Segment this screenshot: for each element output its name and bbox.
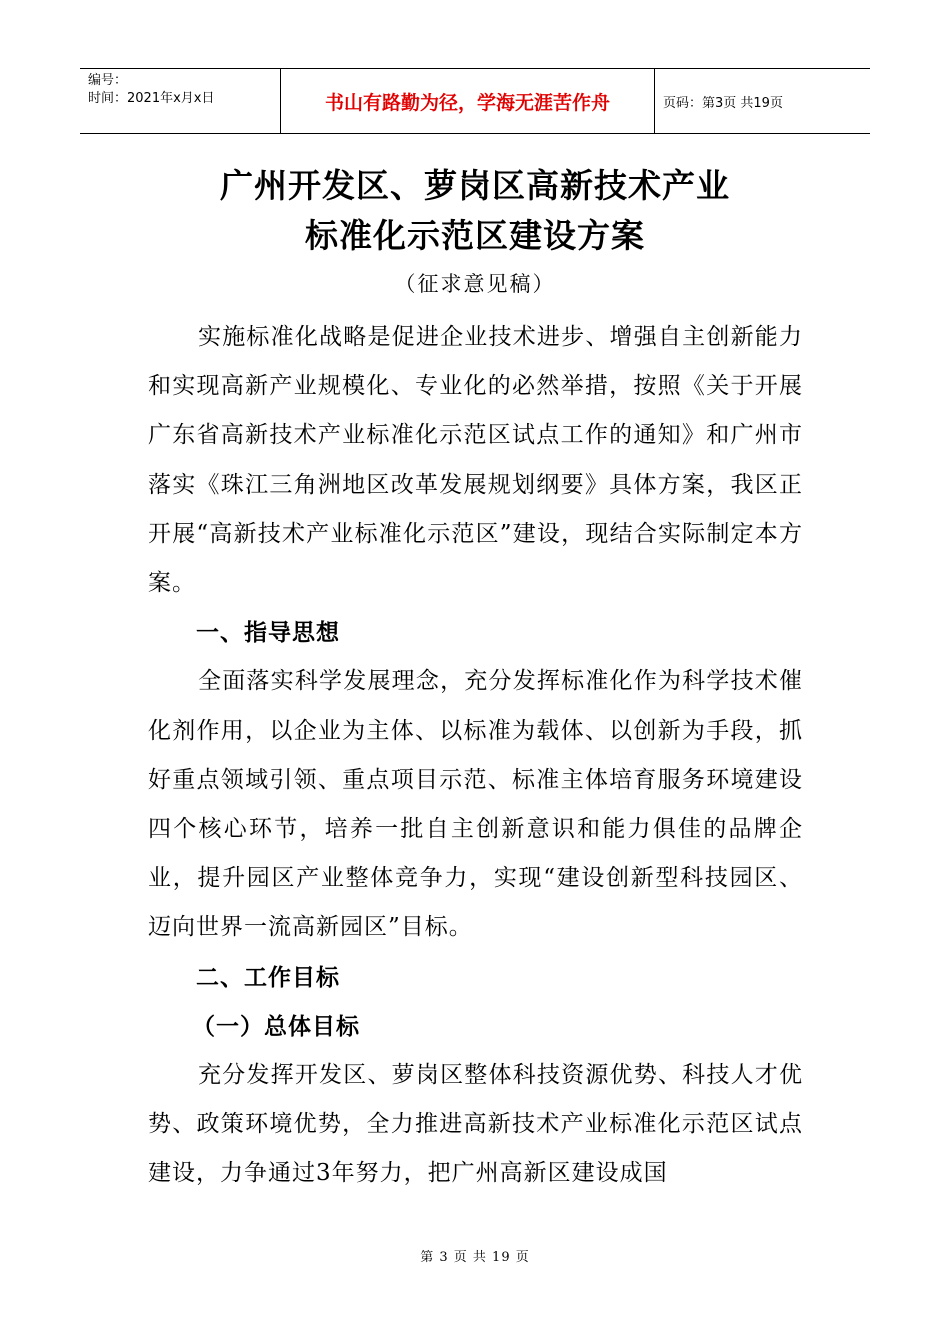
section-heading-guiding-ideology: 一、指导思想: [196, 619, 340, 647]
section-heading-work-goals: 二、工作目标: [196, 963, 340, 991]
document-title-line1: 广州开发区、萝岗区高新技术产业: [220, 166, 730, 205]
header-meta: [80, 69, 281, 133]
page-footer: 第 3 页 共 19 页: [420, 1250, 530, 1265]
intro-paragraph: 实施标准化战略是促进企业技术进步、增强自主创新能力和实现高新产业规模化、专业化的必然举措，按照《关于开展广东省高新技术产业标准化示范区试点工作的通知》和广州市落实《珠江三角洲地区改革发展规划纲要》具体方案，我区正开展“高新技术产业标准化示范区”建设，现结合实际制定本方案。: [148, 324, 803, 597]
header-motto: 书山有路勤为径，学海无涯苦作舟: [281, 69, 655, 133]
document-title-line2: 标准化示范区建设方案: [305, 216, 645, 255]
document-body: [148, 313, 803, 1199]
document-subtitle: （征求意见稿）: [394, 272, 556, 296]
guiding-ideology-paragraph: 全面落实科学发展理念，充分发挥标准化作为科学技术催化剂作用，以企业为主体、以标准为载体、以创新为手段，抓好重点领域引领、重点项目示范、标准主体培育服务环境建设四个核心环节，培养一批自主创新意识和能力俱佳的品牌企业，提升园区产业整体竞争力，实现“建设创新型科技园区、迈向世界一流高新园区”目标。: [148, 668, 803, 941]
page-header: [80, 68, 870, 134]
document-number-label: 编号：: [88, 73, 128, 88]
header-page-info: 页码：第3页 共19页: [663, 95, 783, 111]
document-date: 时间：2021年x月x日: [88, 91, 215, 106]
subsection-heading-overall-goals: （一）总体目标: [192, 1012, 360, 1040]
overall-goals-paragraph: 充分发挥开发区、萝岗区整体科技资源优势、科技人才优势、政策环境优势，全力推进高新技术产业标准化示范区试点建设，力争通过3年努力，把广州高新区建设成国: [148, 1062, 803, 1187]
